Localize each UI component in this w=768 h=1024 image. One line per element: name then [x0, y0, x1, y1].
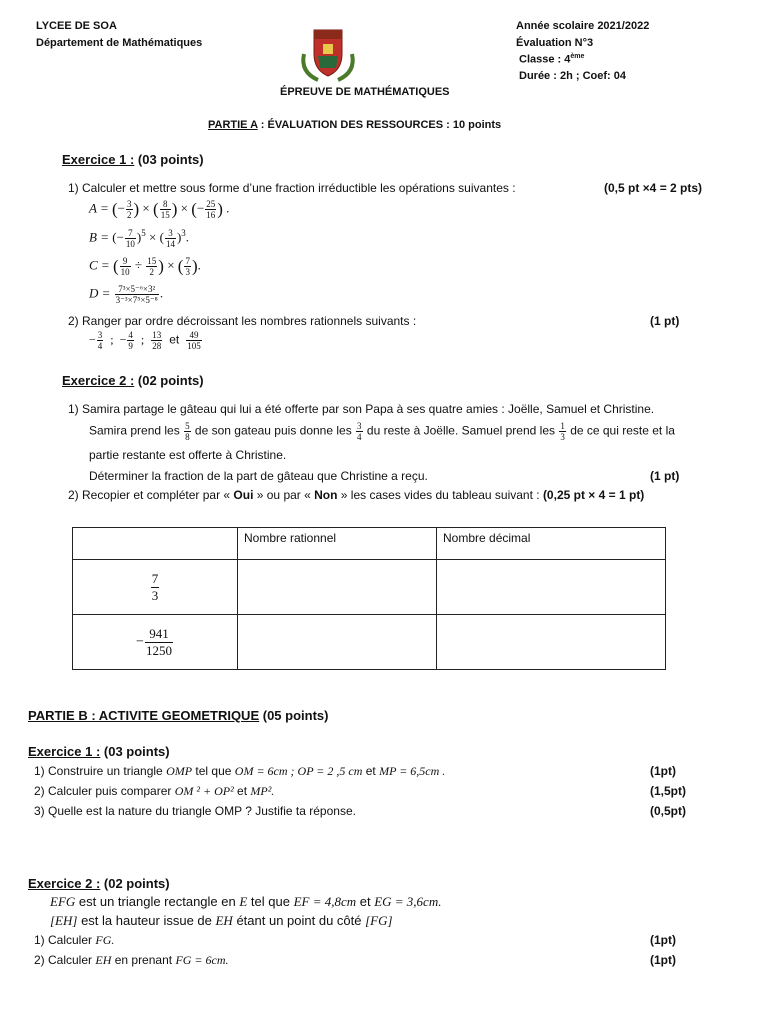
- b-ex2-line1: EFG est un triangle rectangle en E tel que EF = 4,8cm et EG = 3,6cm.: [50, 894, 442, 909]
- part-b-points: (05 points): [259, 708, 329, 723]
- part-a-title: [208, 119, 501, 131]
- part-b-label: PARTIE B : ACTIVITE GEOMETRIQUE: [28, 708, 260, 723]
- rationals-list: − $\frac{3}{4}$ ; − $\frac{4}{9}$ ; $\frac{13}{28}$ et $\frac{49}{105}$: [89, 330, 201, 351]
- ex1-title: [62, 152, 204, 167]
- expr-a: A = (− $\frac{3}{2}$ ) × ( $\frac{8}{15}$ ) × (− $\frac{25}{16}$ ) .: [89, 199, 230, 220]
- table-cell-empty[interactable]: [437, 615, 666, 670]
- b-ex2-q1-points: (1pt): [650, 933, 676, 947]
- b-ex1-q1-points: (1pt): [650, 764, 676, 778]
- part-a-label: PARTIE A: [208, 119, 258, 131]
- ex2-title: [62, 373, 204, 388]
- ex2-q1-line1: 1) Samira partage le gâteau qui lui a été offerte par son Papa à ses quatre amies : Joëlle, Samuel et Christine.: [68, 402, 655, 416]
- ex2-q1-points: (1 pt): [650, 469, 680, 483]
- b-ex1-q2-points: (1,5pt): [650, 784, 686, 798]
- table-row: [73, 560, 666, 615]
- table-cell-empty[interactable]: [238, 615, 437, 670]
- b-ex1-title: [28, 744, 170, 759]
- b-ex2-label: Exercice 2 :: [28, 876, 101, 891]
- b-ex1-points: (03 points): [100, 744, 170, 759]
- ex2-q1-line3: partie restante est offerte à Christine.: [89, 448, 287, 462]
- ex2-q1-line4: Déterminer la fraction de la part de gâteau que Christine a reçu.: [89, 469, 428, 483]
- part-a-rest: : ÉVALUATION DES RESSOURCES : 10 points: [257, 119, 502, 131]
- table-header-rational: Nombre rationnel: [238, 528, 437, 560]
- school-year: Année scolaire 2021/2022: [516, 20, 650, 32]
- expr-b: B = (− $\frac{7}{10}$ )$^5$ × ( $\frac{3}{14}$ )$^3$.: [89, 228, 190, 249]
- table-cell-empty[interactable]: [238, 560, 437, 615]
- expr-c: C = ( $\frac{9}{10}$ ÷ $\frac{15}{2}$ ) × ( $\frac{7}{3}$ ).: [89, 256, 201, 277]
- b-ex1-label: Exercice 1 :: [28, 744, 101, 759]
- school-logo: [296, 24, 360, 84]
- table-row: [73, 615, 666, 670]
- ex1-q2-points: (1 pt): [650, 314, 680, 328]
- table-header-empty: [73, 528, 238, 560]
- ex2-q1-line2: Samira prend les $\frac{5}{8}$ de son gateau puis donne les $\frac{3}{4}$ du reste à Joëlle. Samuel prend les $\frac{1}{3}$ de ce qui reste et la: [89, 421, 675, 442]
- ex1-points: (03 points): [134, 152, 204, 167]
- ex1-q2: 2) Ranger par ordre décroissant les nombres rationnels suivants :: [68, 314, 417, 328]
- b-ex1-q3: 3) Quelle est la nature du triangle OMP ? Justifie ta réponse.: [34, 804, 356, 818]
- ex1-q1: 1) Calculer et mettre sous forme d’une fraction irréductible les opérations suivantes :: [68, 181, 516, 195]
- expr-b-label: B =: [89, 229, 109, 245]
- ex2-q2: 2) Recopier et compléter par « Oui » ou par « Non » les cases vides du tableau suivant : (0,25 pt × 4 = 1 pt): [68, 488, 645, 502]
- table-header-decimal: Nombre décimal: [437, 528, 666, 560]
- duration: Durée : 2h ; Coef: 04: [519, 70, 626, 82]
- department: Département de Mathématiques: [36, 37, 203, 49]
- evaluation-number: Évaluation N°3: [516, 37, 594, 49]
- b-ex1-q3-points: (0,5pt): [650, 804, 686, 818]
- ex1-q1-points: (0,5 pt ×4 = 2 pts): [604, 181, 703, 195]
- part-b-title: [28, 708, 328, 723]
- b-ex1-q1: 1) Construire un triangle OMP tel que OM = 6cm ; OP = 2 ,5 cm et MP = 6,5cm .: [34, 764, 446, 778]
- table-cell-empty[interactable]: [437, 560, 666, 615]
- expr-d-label: D =: [89, 285, 111, 301]
- class-suffix: ème: [570, 53, 585, 60]
- expr-d: D = $\frac{\text{7³×5⁻⁶×3²}}{\text{3⁻³×7⁵×5⁻⁸}}$ .: [89, 284, 164, 305]
- b-ex1-q2: 2) Calculer puis comparer OM ² + OP² et MP².: [34, 784, 275, 798]
- expr-a-label: A =: [89, 200, 109, 216]
- table-row1-number: $\frac{7}{3}$: [73, 560, 238, 615]
- b-ex2-line2: [EH] est la hauteur issue de EH étant un point du côté [FG]: [50, 913, 393, 928]
- class-label: [519, 53, 584, 66]
- ex2-label: Exercice 2 :: [62, 373, 135, 388]
- ex1-label: Exercice 1 :: [62, 152, 135, 167]
- expr-c-label: C =: [89, 257, 110, 273]
- school-name: LYCEE DE SOA: [36, 20, 117, 32]
- b-ex2-title: [28, 876, 170, 891]
- ex2-points: (02 points): [134, 373, 204, 388]
- b-ex2-q1: 1) Calculer FG.: [34, 933, 115, 947]
- table-row2-number: − $\frac{941}{1250}$: [73, 615, 238, 670]
- b-ex2-q2-points: (1pt): [650, 953, 676, 967]
- rational-decimal-table: [72, 527, 666, 670]
- b-ex2-points: (02 points): [100, 876, 170, 891]
- b-ex2-q2: 2) Calculer EH en prenant FG = 6cm.: [34, 953, 229, 967]
- class-text: Classe : 4: [519, 53, 571, 66]
- exam-title: ÉPREUVE DE MATHÉMATIQUES: [280, 86, 450, 98]
